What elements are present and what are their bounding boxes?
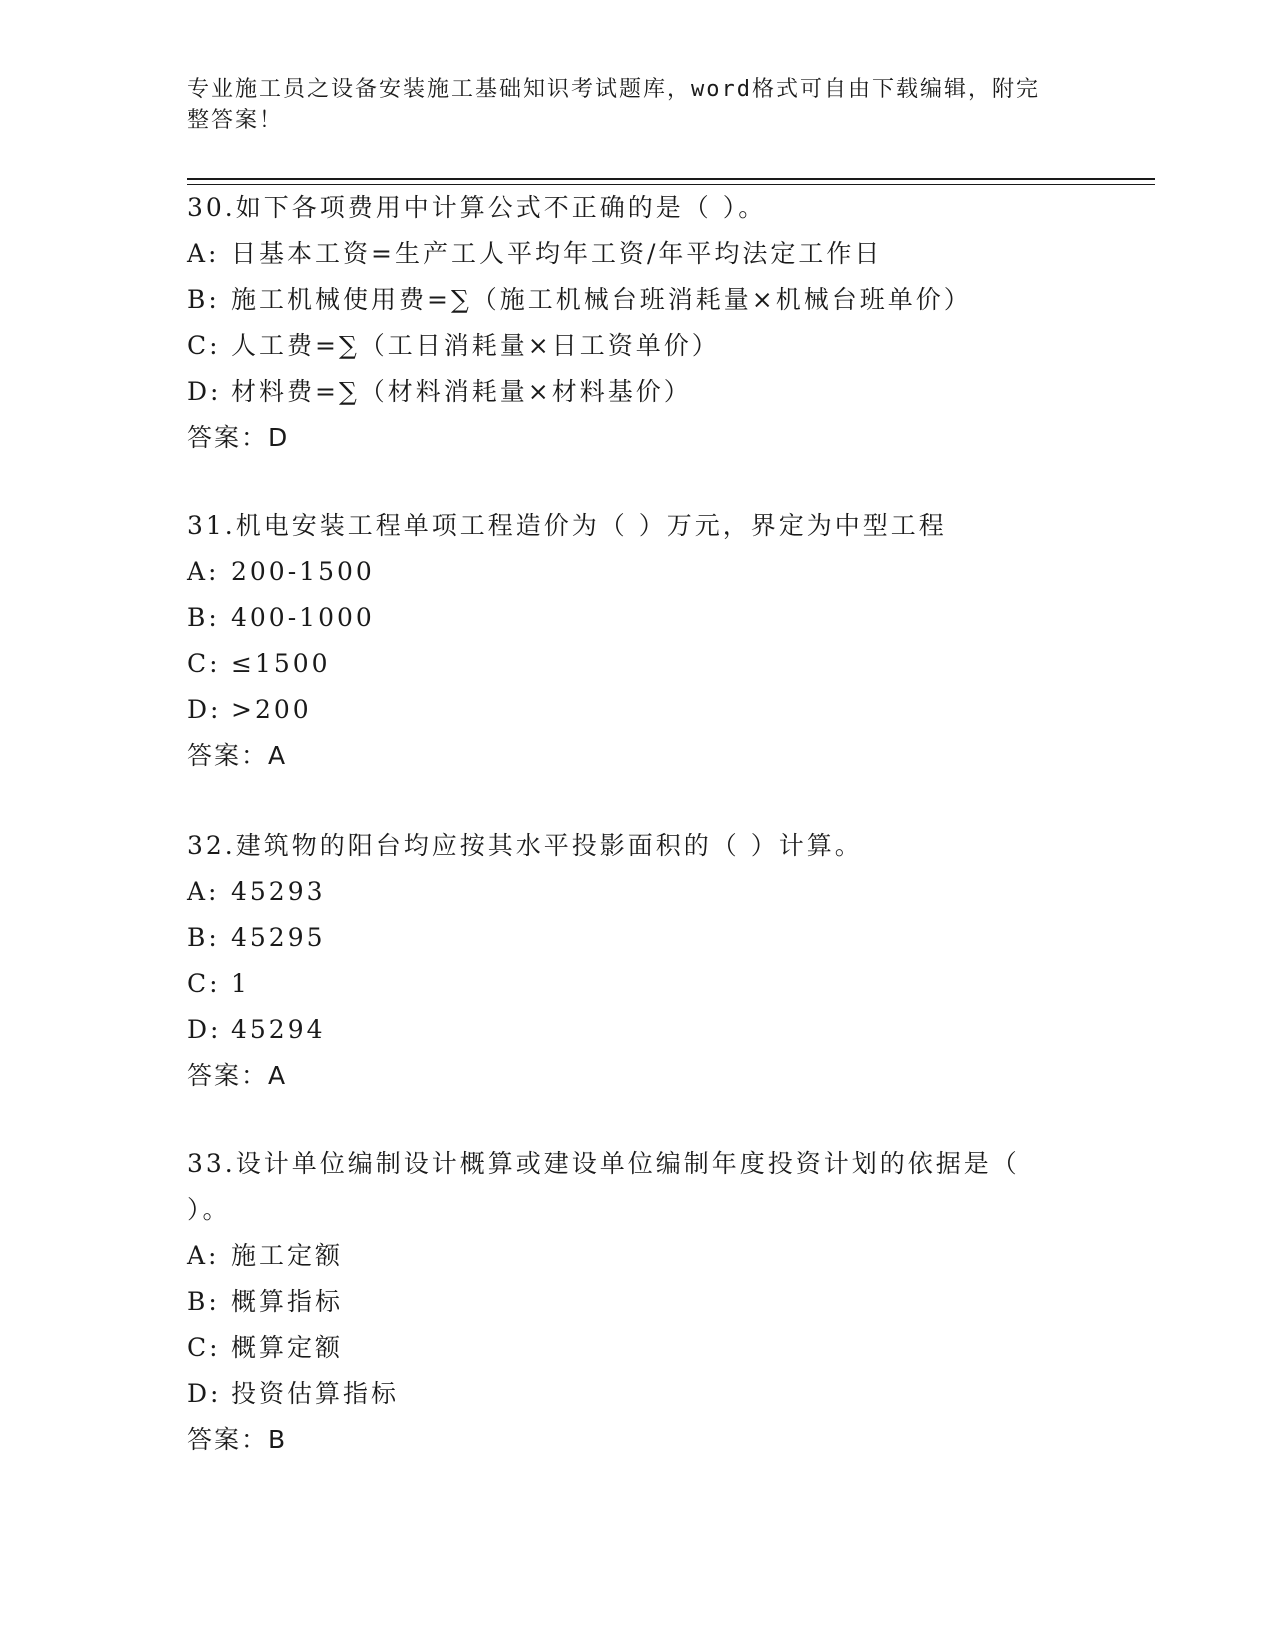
question-title-continued: ）。 bbox=[187, 1195, 231, 1224]
option-text: 施工定额 bbox=[231, 1241, 344, 1270]
option-letter: B: bbox=[187, 923, 220, 952]
option-d bbox=[187, 1007, 1067, 1053]
option-letter: D: bbox=[187, 1015, 222, 1044]
option-letter: D: bbox=[187, 1379, 222, 1408]
option-text: ≤1500 bbox=[231, 649, 331, 678]
answer: 答案：D bbox=[187, 423, 290, 452]
option-text: 材料费=∑（材料消耗量×材料基价） bbox=[231, 377, 692, 406]
option-letter: B: bbox=[187, 285, 220, 314]
header-divider-thick bbox=[187, 178, 1155, 180]
option-text: 45295 bbox=[231, 923, 326, 952]
option-letter: D: bbox=[187, 695, 222, 724]
option-c bbox=[187, 1325, 1067, 1371]
option-letter: A: bbox=[187, 557, 220, 586]
answer: 答案：A bbox=[187, 1061, 288, 1090]
question-title: 33.设计单位编制设计概算或建设单位编制年度投资计划的依据是（ bbox=[187, 1149, 1020, 1178]
option-text: 200-1500 bbox=[231, 557, 375, 586]
question-title: 30.如下各项费用中计算公式不正确的是（ ）。 bbox=[187, 193, 767, 222]
option-c bbox=[187, 641, 1067, 687]
option-b bbox=[187, 915, 1067, 961]
option-letter: C: bbox=[187, 649, 221, 678]
option-c bbox=[187, 961, 1067, 1007]
option-text: 人工费=∑（工日消耗量×日工资单价） bbox=[231, 331, 720, 360]
question-title: 31.机电安装工程单项工程造价为（ ）万元，界定为中型工程 bbox=[187, 511, 947, 540]
option-b bbox=[187, 277, 1067, 323]
option-text: 概算定额 bbox=[231, 1333, 344, 1362]
option-text: 1 bbox=[231, 969, 250, 998]
option-text: 投资估算指标 bbox=[231, 1379, 400, 1408]
header-line-2: 整答案！ bbox=[187, 108, 284, 133]
option-letter: B: bbox=[187, 603, 220, 632]
header-line-1: 专业施工员之设备安装施工基础知识考试题库，word格式可自由下载编辑，附完 bbox=[187, 77, 1040, 102]
option-text: 45293 bbox=[231, 877, 326, 906]
question-32 bbox=[187, 823, 1067, 1099]
option-c bbox=[187, 323, 1067, 369]
option-a bbox=[187, 869, 1067, 915]
option-letter: A: bbox=[187, 1241, 220, 1270]
question-31 bbox=[187, 503, 1067, 779]
option-text: 400-1000 bbox=[231, 603, 375, 632]
option-letter: C: bbox=[187, 331, 221, 360]
option-letter: A: bbox=[187, 239, 220, 268]
option-d bbox=[187, 687, 1067, 733]
option-d bbox=[187, 1371, 1067, 1417]
option-letter: D: bbox=[187, 377, 222, 406]
question-title: 32.建筑物的阳台均应按其水平投影面积的（ ）计算。 bbox=[187, 831, 863, 860]
document-header bbox=[187, 74, 1067, 136]
option-letter: A: bbox=[187, 877, 220, 906]
option-text: 施工机械使用费=∑（施工机械台班消耗量×机械台班单价） bbox=[231, 285, 972, 314]
option-a bbox=[187, 231, 1067, 277]
answer: 答案：B bbox=[187, 1425, 288, 1454]
option-b bbox=[187, 595, 1067, 641]
option-text: 概算指标 bbox=[231, 1287, 344, 1316]
option-d bbox=[187, 369, 1067, 415]
option-a bbox=[187, 1233, 1067, 1279]
option-a bbox=[187, 549, 1067, 595]
option-letter: C: bbox=[187, 1333, 221, 1362]
answer: 答案：A bbox=[187, 741, 288, 770]
option-text: 日基本工资=生产工人平均年工资/年平均法定工作日 bbox=[231, 239, 883, 268]
question-30 bbox=[187, 185, 1067, 461]
option-b bbox=[187, 1279, 1067, 1325]
question-33 bbox=[187, 1141, 1067, 1463]
option-letter: C: bbox=[187, 969, 221, 998]
option-letter: B: bbox=[187, 1287, 220, 1316]
option-text: 45294 bbox=[231, 1015, 326, 1044]
option-text: >200 bbox=[231, 695, 312, 724]
